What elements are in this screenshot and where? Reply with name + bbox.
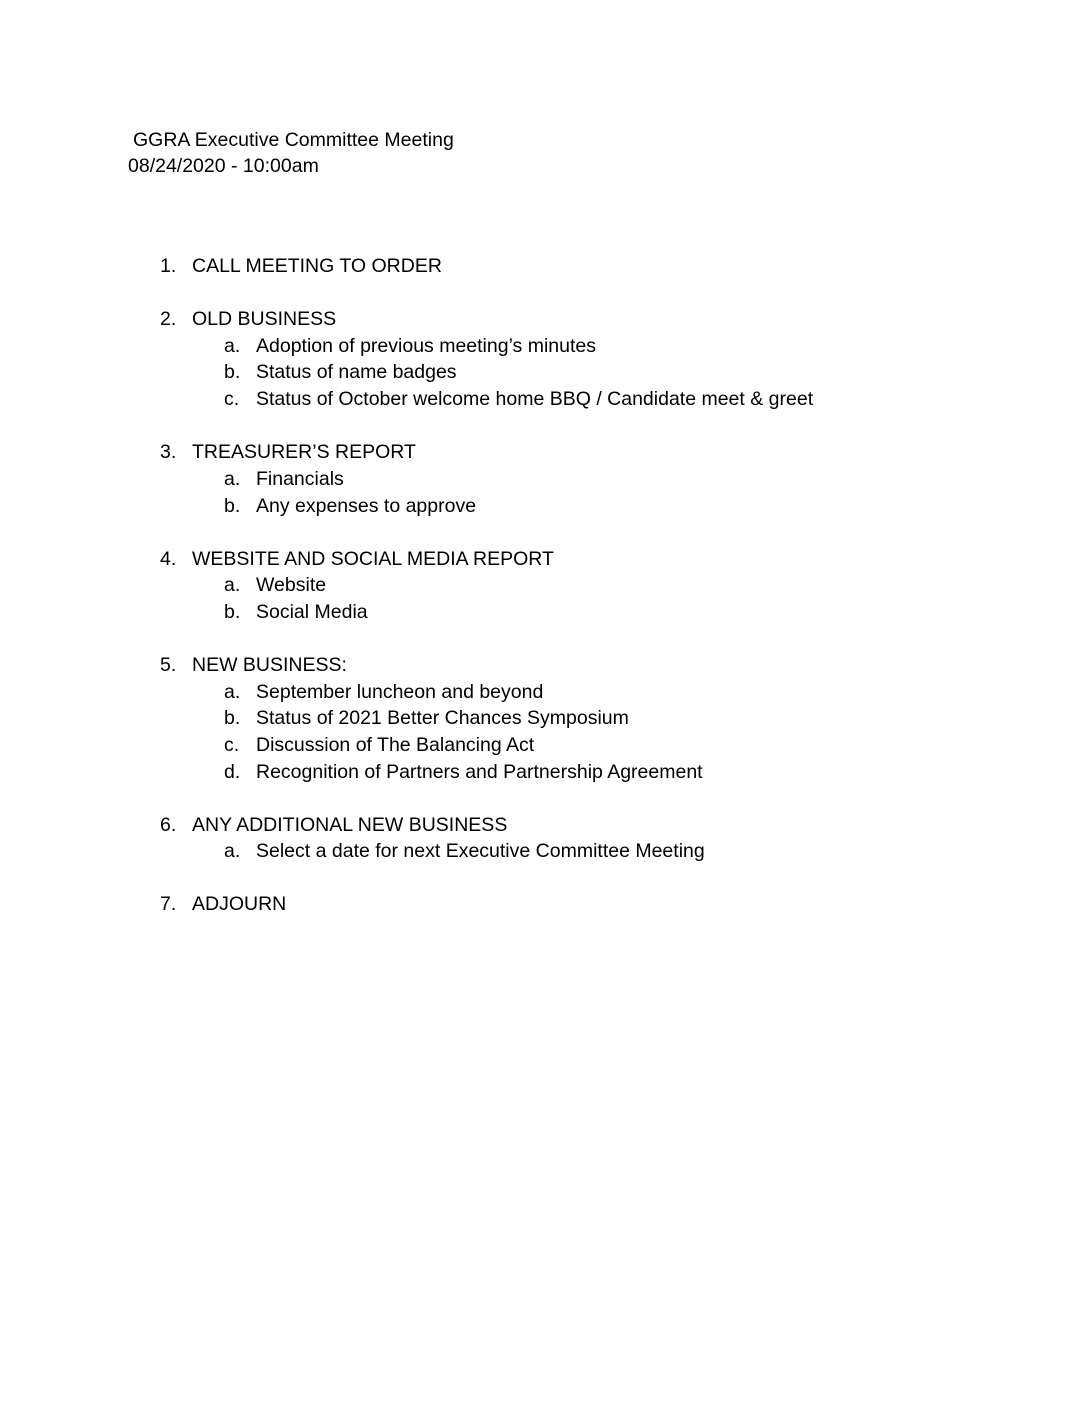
agenda-subitem-label: Social Media bbox=[256, 600, 368, 623]
agenda-subitem-letter: d. bbox=[224, 760, 241, 783]
agenda-item bbox=[160, 891, 1040, 918]
agenda-item-number: 2. bbox=[160, 308, 177, 330]
agenda-item-number: 5. bbox=[160, 653, 177, 676]
agenda-subitem-list bbox=[192, 572, 1040, 625]
agenda-subitem-letter: a. bbox=[224, 680, 241, 703]
agenda-subitem-label: Website bbox=[256, 574, 327, 597]
agenda-subitem-label: Any expenses to approve bbox=[256, 494, 477, 517]
agenda-item-number: 6. bbox=[160, 813, 177, 836]
agenda-subitem-list bbox=[192, 838, 1040, 865]
agenda-item-row bbox=[160, 546, 1040, 573]
agenda-item-label: WEBSITE AND SOCIAL MEDIA REPORT bbox=[192, 547, 554, 570]
agenda-subitem-list bbox=[192, 333, 1040, 413]
agenda-subitem-letter: b. bbox=[224, 600, 241, 623]
agenda-subitem-label: Status of name badges bbox=[256, 361, 457, 384]
agenda-subitem bbox=[224, 705, 1040, 732]
agenda-subitem-list bbox=[192, 466, 1040, 519]
agenda-item bbox=[160, 253, 1040, 280]
agenda-item-number: 3. bbox=[160, 441, 177, 464]
agenda-item-label: ADJOURN bbox=[192, 893, 287, 916]
agenda-subitem bbox=[224, 599, 1040, 626]
agenda-subitem-letter: a. bbox=[224, 840, 241, 863]
agenda-item bbox=[160, 652, 1040, 786]
agenda-subitem-letter: c. bbox=[224, 734, 240, 757]
agenda-subitem bbox=[224, 386, 1040, 413]
agenda-subitem bbox=[224, 359, 1040, 386]
agenda-item-row bbox=[160, 652, 1040, 679]
agenda-subitem-label: September luncheon and beyond bbox=[256, 680, 544, 703]
agenda-item-label: NEW BUSINESS: bbox=[192, 653, 347, 676]
agenda-item-row bbox=[160, 253, 1040, 280]
agenda-subitem-letter: b. bbox=[224, 494, 241, 517]
agenda-item-number: 4. bbox=[160, 547, 177, 570]
agenda-item-row bbox=[160, 812, 1040, 839]
meeting-datetime: 08/24/2020 - 10:00am bbox=[128, 155, 319, 177]
agenda-item-label: OLD BUSINESS bbox=[192, 308, 337, 330]
agenda-item-number: 7. bbox=[160, 893, 177, 916]
agenda-item bbox=[160, 439, 1040, 519]
agenda-subitem-letter: b. bbox=[224, 361, 241, 384]
agenda-subitem bbox=[224, 466, 1040, 493]
agenda-item bbox=[160, 306, 1040, 413]
agenda-subitem-letter: c. bbox=[224, 388, 240, 411]
agenda-subitem bbox=[224, 333, 1040, 360]
agenda-item-label: CALL MEETING TO ORDER bbox=[192, 255, 442, 277]
agenda-subitem-letter: a. bbox=[224, 574, 241, 597]
agenda-subitem-label: Discussion of The Balancing Act bbox=[256, 734, 535, 757]
meeting-title: GGRA Executive Committee Meeting bbox=[133, 129, 454, 151]
agenda-subitem bbox=[224, 572, 1040, 599]
agenda-subitem bbox=[224, 493, 1040, 520]
agenda-subitem-label: Select a date for next Executive Committee Meeting bbox=[256, 840, 705, 863]
agenda-list bbox=[160, 253, 1040, 918]
agenda-subitem bbox=[224, 838, 1040, 865]
agenda-item-row bbox=[160, 306, 1040, 333]
agenda-subitem-label: Status of 2021 Better Chances Symposium bbox=[256, 707, 629, 730]
agenda-item-label: ANY ADDITIONAL NEW BUSINESS bbox=[192, 813, 508, 836]
agenda-item-row bbox=[160, 439, 1040, 466]
agenda-item-number: 1. bbox=[160, 255, 177, 277]
agenda-subitem-letter: b. bbox=[224, 707, 241, 730]
agenda-subitem-label: Status of October welcome home BBQ / Candidate meet & greet bbox=[256, 388, 814, 411]
agenda-subitem-letter: a. bbox=[224, 467, 241, 490]
agenda-subitem-letter: a. bbox=[224, 334, 241, 357]
agenda-subitem-list bbox=[192, 679, 1040, 786]
agenda-subitem bbox=[224, 679, 1040, 706]
agenda-item-label: TREASURER’S REPORT bbox=[192, 441, 416, 464]
agenda-subitem-label: Adoption of previous meeting’s minutes bbox=[256, 334, 597, 357]
agenda-subitem-label: Financials bbox=[256, 467, 344, 490]
agenda-subitem bbox=[224, 759, 1040, 786]
agenda-subitem-label: Recognition of Partners and Partnership Agreement bbox=[256, 760, 703, 783]
agenda-item bbox=[160, 812, 1040, 865]
agenda-subitem bbox=[224, 732, 1040, 759]
agenda-item-row bbox=[160, 891, 1040, 918]
agenda-item bbox=[160, 546, 1040, 626]
